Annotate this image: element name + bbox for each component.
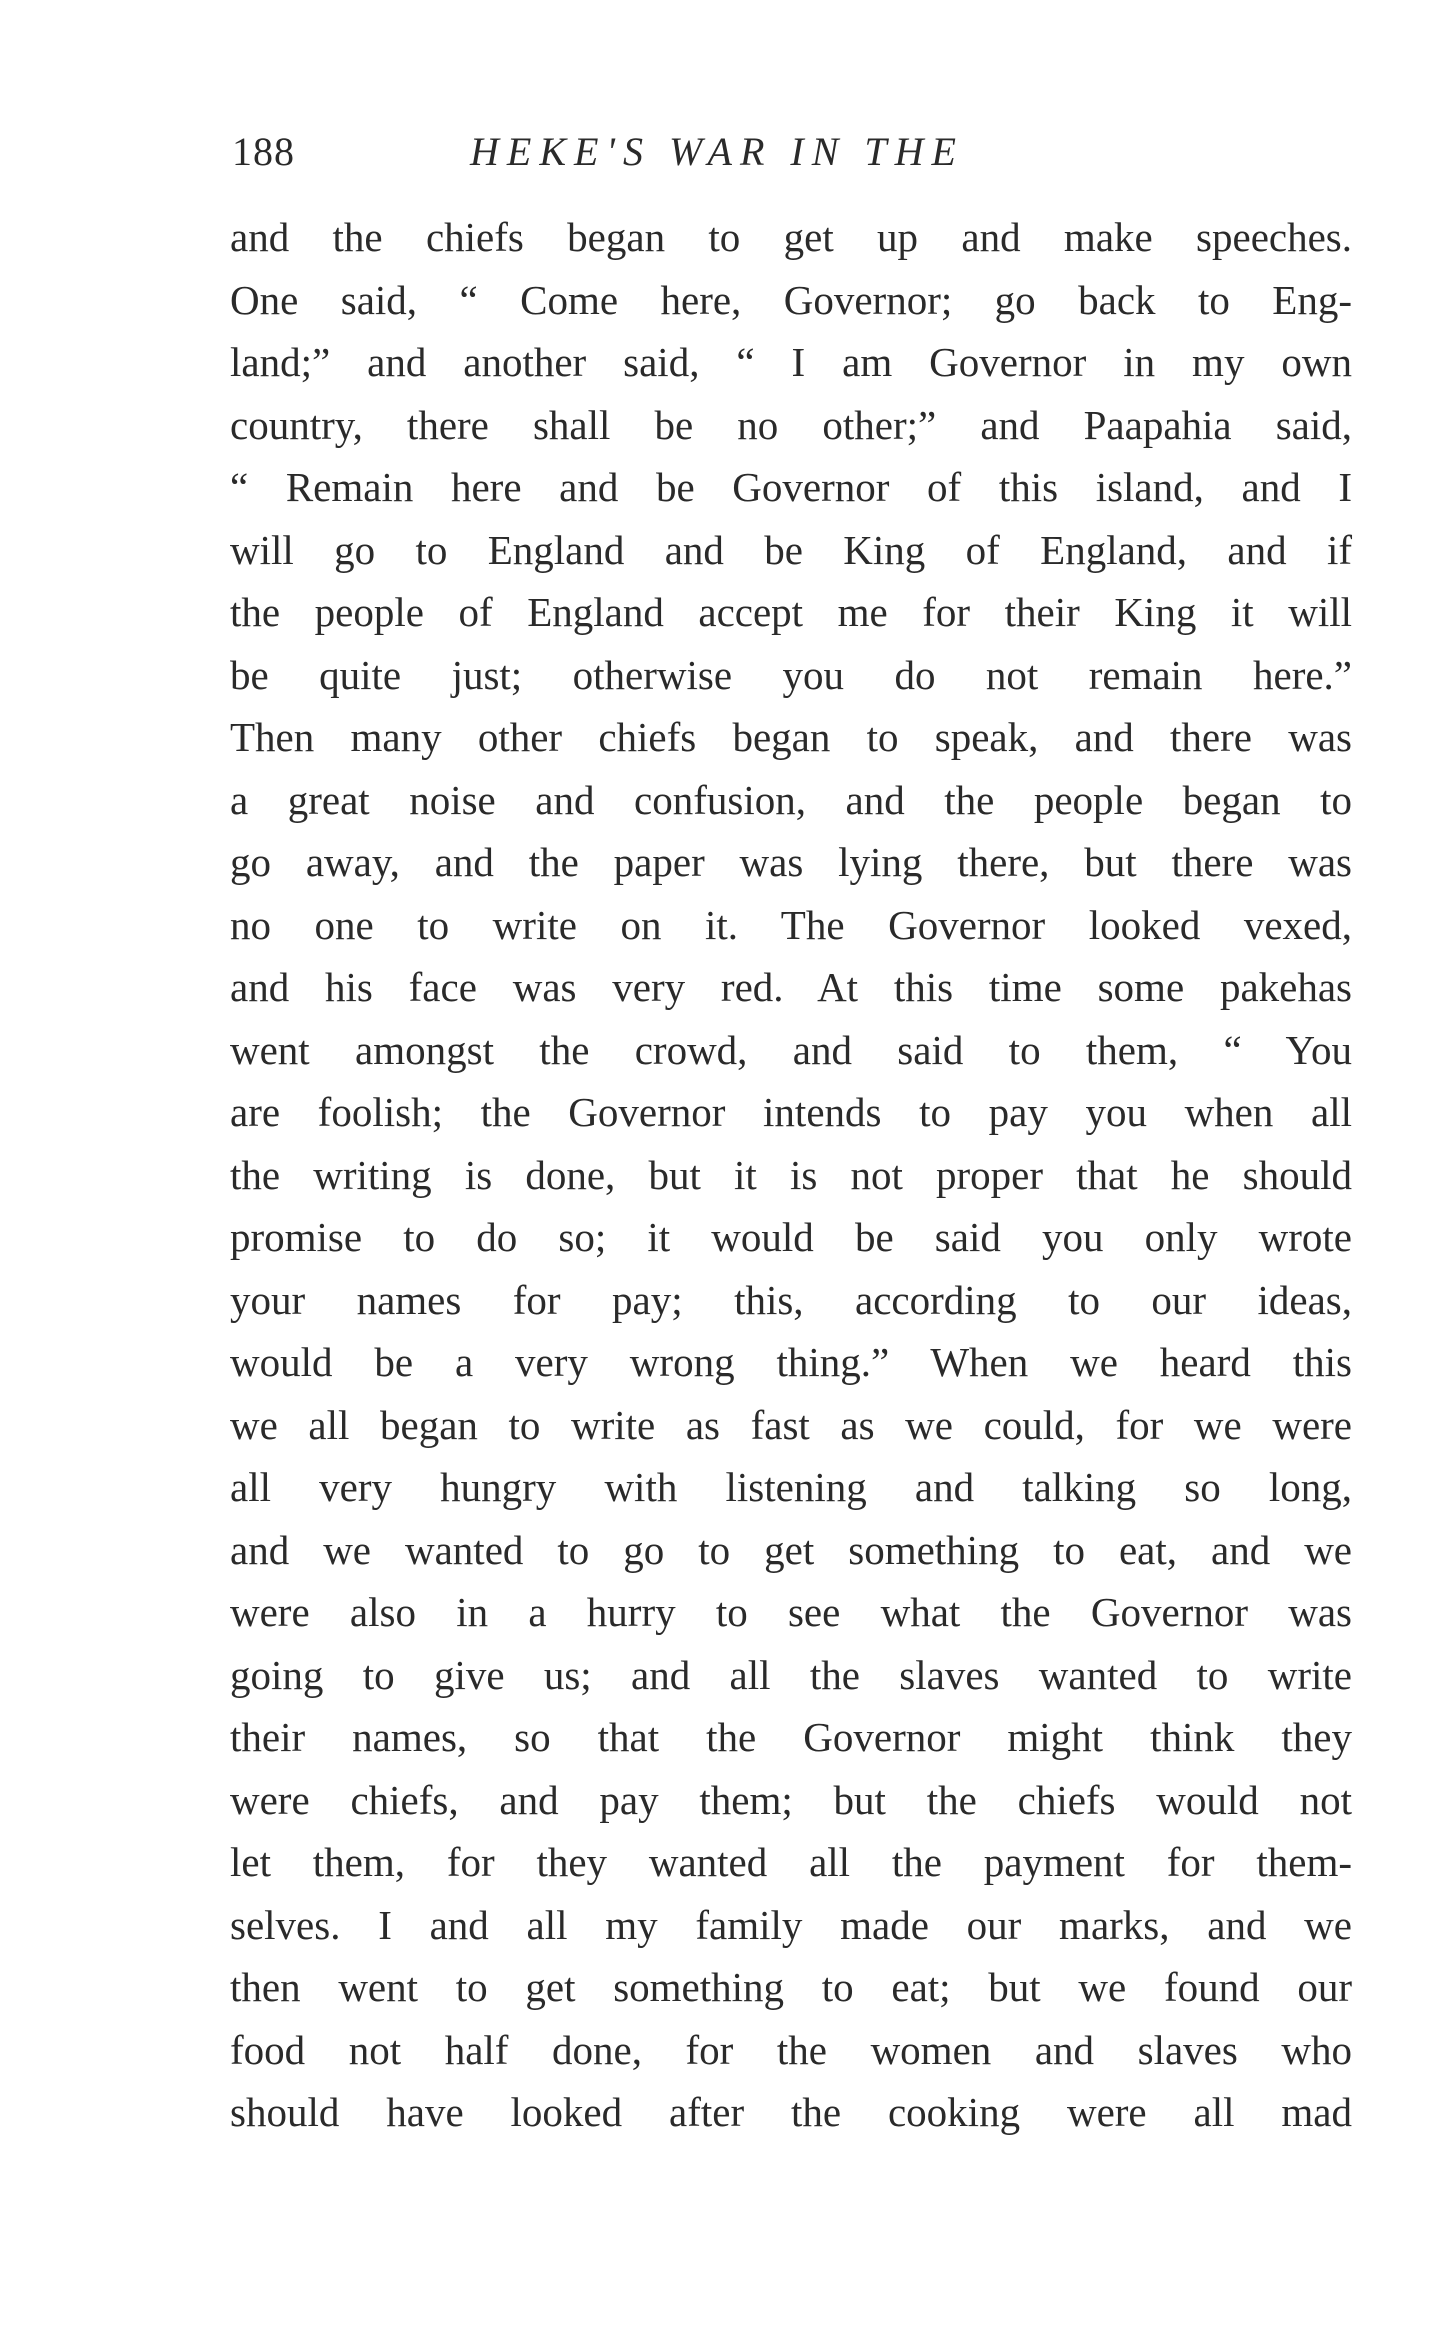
text-line: we all began to write as fast as we could, for we were	[230, 1401, 1352, 1448]
text-line: promise to do so; it would be said you only wrote	[230, 1214, 1352, 1260]
text-line: “ Remain here and be Governor of this island, and I	[230, 464, 1352, 510]
text-line: the people of England accept me for their King it will	[230, 589, 1352, 635]
text-line: were also in a hurry to see what the Governor was	[230, 1589, 1352, 1635]
text-line: will go to England and be King of England, and if	[230, 526, 1352, 573]
text-line: food not half done, for the women and slaves who	[230, 2026, 1352, 2073]
text-line: Then many other chiefs began to speak, and there was	[230, 714, 1352, 760]
text-line: were chiefs, and pay them; but the chiefs would not	[230, 1776, 1352, 1823]
text-line: went amongst the crowd, and said to them, “ You	[230, 1026, 1352, 1073]
text-line: your names for pay; this, according to our ideas,	[230, 1276, 1352, 1323]
text-line: are foolish; the Governor intends to pay you when all	[230, 1089, 1352, 1135]
text-line: all very hungry with listening and talking so long,	[230, 1464, 1352, 1510]
text-line: and we wanted to go to get something to eat, and we	[230, 1526, 1352, 1573]
body-text	[230, 206, 1352, 2144]
text-line: then went to get something to eat; but we found our	[230, 1964, 1352, 2010]
text-line: no one to write on it. The Governor looked vexed,	[230, 901, 1352, 948]
text-line: go away, and the paper was lying there, but there was	[230, 839, 1352, 885]
text-line: going to give us; and all the slaves wanted to write	[230, 1651, 1352, 1698]
page-number: 188	[232, 129, 295, 174]
text-line: should have looked after the cooking were all mad	[230, 2089, 1352, 2135]
text-line: One said, “ Come here, Governor; go back to Eng-	[230, 276, 1352, 323]
text-line: and the chiefs began to get up and make speeches.	[230, 214, 1352, 260]
text-line: country, there shall be no other;” and Paapahia said,	[230, 401, 1352, 448]
text-line: land;” and another said, “ I am Governor in my own	[230, 339, 1352, 385]
text-line: their names, so that the Governor might think they	[230, 1714, 1352, 1760]
text-line: let them, for they wanted all the payment for them-	[230, 1839, 1352, 1885]
text-line: the writing is done, but it is not proper that he should	[230, 1151, 1352, 1198]
text-line: selves. I and all my family made our marks, and we	[230, 1901, 1352, 1948]
text-line: be quite just; otherwise you do not remain here.”	[230, 651, 1352, 698]
text-line: a great noise and confusion, and the people began to	[230, 776, 1352, 823]
running-title: HEKE'S WAR IN THE	[470, 129, 964, 174]
running-head	[232, 120, 1350, 180]
text-line: and his face was very red. At this time some pakehas	[230, 964, 1352, 1010]
text-line: would be a very wrong thing.” When we heard this	[230, 1339, 1352, 1385]
